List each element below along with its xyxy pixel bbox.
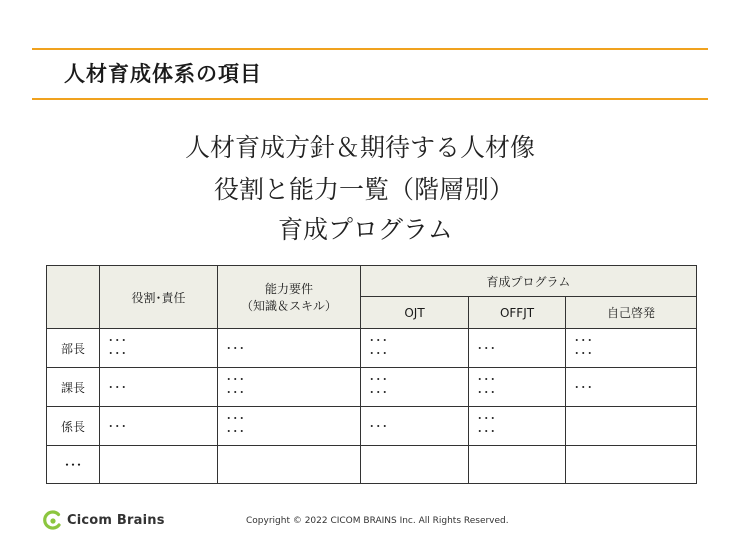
- cell-ojt: [361, 407, 469, 446]
- row-label: 課長: [47, 368, 100, 407]
- cell-text: ･･･: [477, 425, 497, 438]
- cell-text: ･･･: [369, 386, 389, 399]
- cell-text: ･･･: [226, 373, 246, 386]
- header-ability-line1: 能力要件: [264, 282, 313, 296]
- cell-ability: [218, 407, 361, 446]
- header-role: 役割･責任: [100, 266, 218, 329]
- top-rule: [32, 48, 708, 50]
- cell-self: [566, 407, 697, 446]
- cell-self: [566, 329, 697, 368]
- cell-ojt: [361, 329, 469, 368]
- headline-roles: 役割と能力一覧（階層別）: [214, 175, 515, 204]
- cell-text: ･･･: [108, 419, 128, 433]
- cell-role: [100, 407, 218, 446]
- bottom-rule: [32, 98, 708, 100]
- corner-cell: [47, 266, 100, 329]
- cell-role: [100, 446, 218, 484]
- cell-text: ･･･: [369, 347, 389, 360]
- training-matrix-table: [46, 265, 697, 484]
- company-logo: [42, 509, 165, 531]
- cell-text: ･･･: [108, 380, 128, 394]
- cell-text: ･･･: [369, 419, 389, 433]
- table-row: [47, 368, 697, 407]
- cell-self: [566, 446, 697, 484]
- cell-offjt: [469, 446, 566, 484]
- cell-self: [566, 368, 697, 407]
- cell-text: ･･･: [477, 373, 497, 386]
- logo-mark-icon: [42, 509, 64, 531]
- cell-text: ･･･: [369, 334, 389, 347]
- cell-text: ･･･: [574, 347, 594, 360]
- cell-text: ･･･: [226, 412, 246, 425]
- slide-title: 人材育成体系の項目: [64, 62, 262, 86]
- cell-text: ･･･: [226, 341, 246, 355]
- table-row: [47, 407, 697, 446]
- cell-text: ･･･: [477, 341, 497, 355]
- cell-text: ･･･: [477, 386, 497, 399]
- row-label: 係長: [47, 407, 100, 446]
- row-label: ･･･: [47, 446, 100, 484]
- cell-text: ･･･: [574, 334, 594, 347]
- cell-role: [100, 368, 218, 407]
- cell-offjt: [469, 407, 566, 446]
- row-label: 部長: [47, 329, 100, 368]
- cell-text: ･･･: [108, 347, 128, 360]
- cell-text: ･･･: [477, 412, 497, 425]
- header-self-development: 自己啓発: [566, 297, 697, 329]
- cell-ability: [218, 329, 361, 368]
- cell-ability: [218, 446, 361, 484]
- header-offjt: OFFJT: [469, 297, 566, 329]
- cell-text: ･･･: [369, 373, 389, 386]
- cell-offjt: [469, 329, 566, 368]
- logo-text: Cicom Brains: [67, 512, 165, 528]
- header-program: 育成プログラム: [361, 266, 697, 297]
- cell-offjt: [469, 368, 566, 407]
- cell-ability: [218, 368, 361, 407]
- header-ability-line2: （知識＆スキル）: [241, 299, 337, 313]
- table-row: [47, 446, 697, 484]
- headline-policy: 人材育成方針＆期待する人材像: [185, 133, 536, 162]
- headline-program: 育成プログラム: [278, 215, 453, 244]
- table-row: [47, 329, 697, 368]
- header-ability: [218, 266, 361, 329]
- cell-text: ･･･: [226, 386, 246, 399]
- cell-role: [100, 329, 218, 368]
- cell-text: ･･･: [108, 334, 128, 347]
- cell-text: ･･･: [226, 425, 246, 438]
- header-ojt: OJT: [361, 297, 469, 329]
- cell-ojt: [361, 368, 469, 407]
- copyright-text: Copyright © 2022 CICOM BRAINS Inc. All Rights Reserved.: [246, 516, 509, 526]
- cell-text: ･･･: [574, 380, 594, 394]
- cell-ojt: [361, 446, 469, 484]
